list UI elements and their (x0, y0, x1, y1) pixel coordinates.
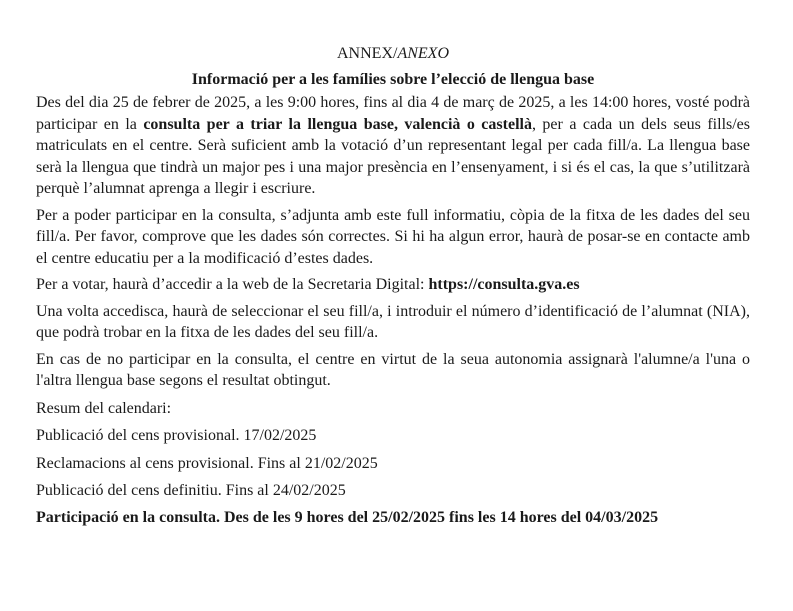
data-sheet-paragraph: Per a poder participar en la consulta, s’adjunta amb este full informatiu, còpia de la fitxa de les dades del seu fill/a. Per favor, comprove que les dades són correctes. Si hi ha algun error, haurà de posar-se en contacte amb el centre educatiu per a la modificació d’estes dades. (36, 206, 750, 267)
intro-consultation-highlight: consulta per a triar la llengua base, valencià o castellà (143, 115, 532, 133)
intro-paragraph (36, 92, 750, 200)
document-page (36, 44, 750, 528)
calendar-heading: Resum del calendari: (36, 399, 172, 417)
calendar-item: Publicació del cens definitiu. Fins al 24/02/2025 (36, 482, 346, 499)
calendar-final-item: Participació en la consulta. Des de les 9 hores del 25/02/2025 fins les 14 hores del 04/03/2025 (36, 508, 659, 526)
intro-text-end: , per a cada un dels seus fills/es matriculats en el centre. Serà suficient amb la votació d’un representant legal per cada fill/a. La llengua base serà la llengua que tindrà un major pes i una major presència en l’ensenyament, i si és el cas, la que s’utilitzarà perquè l’alumnat aprenga a llegir i escriure. (36, 115, 751, 197)
vote-paragraph (36, 274, 750, 296)
annex-title-ca: ANNEX (337, 45, 393, 62)
calendar-item: Reclamacions al cens provisional. Fins al 21/02/2025 (36, 454, 378, 472)
nia-paragraph: Una volta accedisca, haurà de seleccionar el seu fill/a, i introduir el número d’identificació de l’alumnat (NIA), que podrà trobar en la fitxa de les dades del seu fill/a. (36, 302, 750, 341)
annex-heading: ANNEX/ANEXO (337, 45, 449, 62)
vote-text: Per a votar, haurà d’accedir a la web de la Secretaria Digital: (36, 276, 429, 293)
calendar-item: Publicació del cens provisional. 17/02/2025 (36, 427, 317, 444)
no-participation-paragraph: En cas de no participar en la consulta, el centre en virtut de la seua autonomia assignarà l'alumne/a l'una o l'altra llengua base segons el resultat obtingut. (36, 350, 750, 389)
document-subtitle: Informació per a les famílies sobre l’elecció de llengua base (191, 71, 595, 88)
annex-title-es: ANEXO (397, 45, 449, 62)
vote-url: https://consulta.gva.es (428, 276, 580, 293)
intro-text-start: Des del dia 25 de febrer de 2025, a les 9:00 hores, fins al dia 4 de març de 2025, a les 14:00 hores, vosté podrà participar en la (36, 94, 750, 133)
